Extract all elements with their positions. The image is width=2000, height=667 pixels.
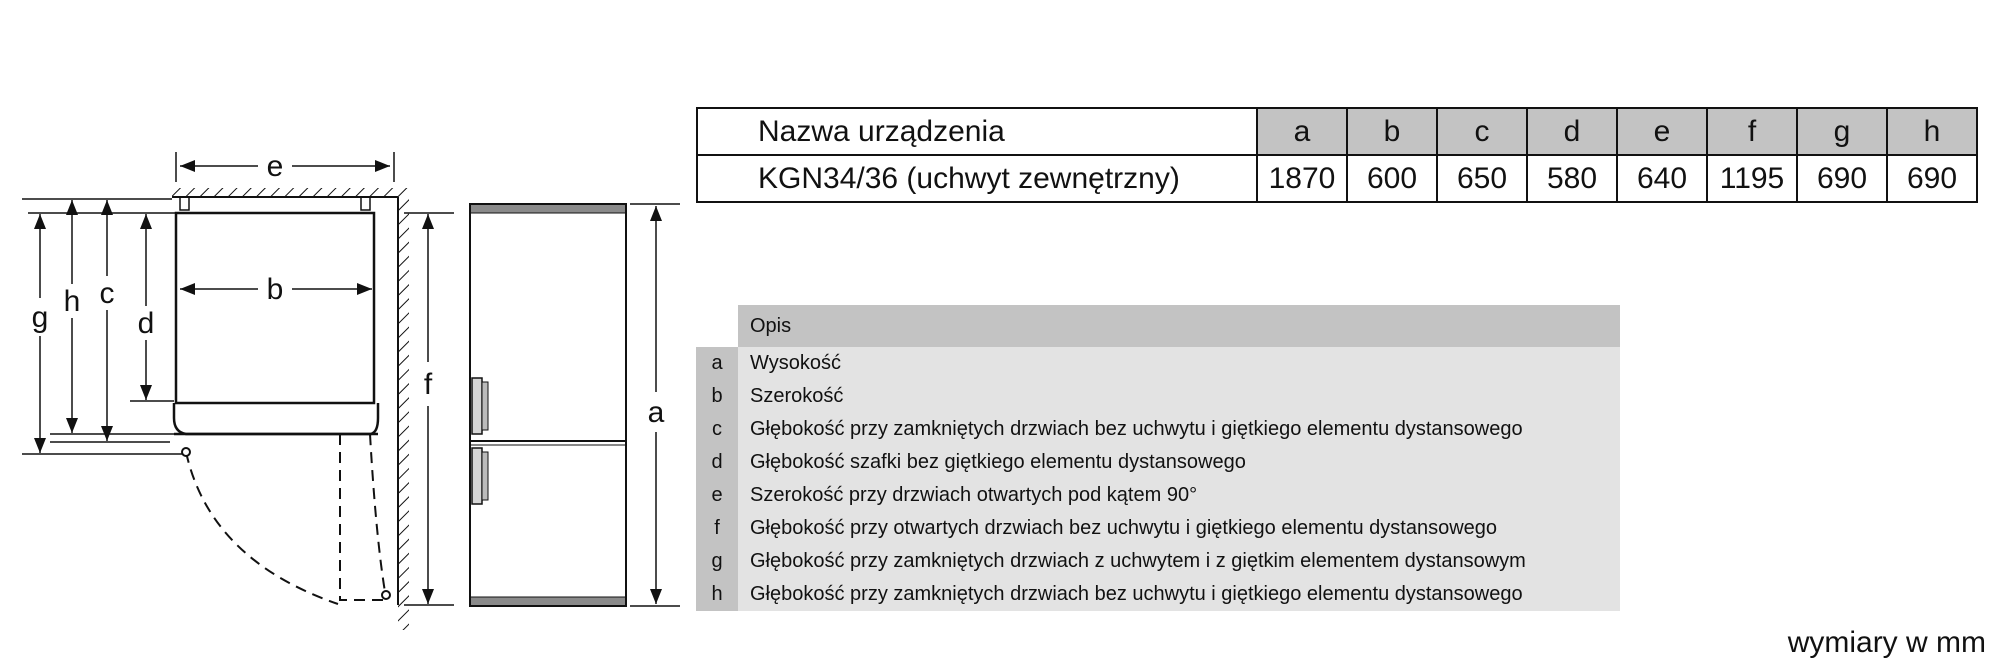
table-cell: 600 <box>1347 155 1437 202</box>
table-cell: 690 <box>1887 155 1977 202</box>
column-header: b <box>1347 108 1437 155</box>
dimension-lines <box>22 152 454 605</box>
legend-key: e <box>696 479 738 512</box>
legend-description: Wysokość <box>738 347 1620 380</box>
column-header: a <box>1257 108 1347 155</box>
column-header: e <box>1617 108 1707 155</box>
dimension-label-d: d <box>137 307 155 340</box>
description-legend <box>696 305 1620 611</box>
dimension-label-f: f <box>423 368 433 401</box>
column-header: f <box>1707 108 1797 155</box>
legend-key: f <box>696 512 738 545</box>
dimension-label-b: b <box>266 273 284 306</box>
legend-row <box>696 578 1620 611</box>
legend-row <box>696 479 1620 512</box>
dimensions-table <box>696 107 1978 203</box>
table-cell: 580 <box>1527 155 1617 202</box>
legend-key: b <box>696 380 738 413</box>
dimension-label-h: h <box>63 285 81 318</box>
device-name-header: Nazwa urządzenia <box>697 108 1257 155</box>
table-header-row <box>697 108 1977 155</box>
table-cell: 640 <box>1617 155 1707 202</box>
fridge-front-view <box>470 204 626 606</box>
table-cell: 690 <box>1797 155 1887 202</box>
legend-description: Głębokość przy zamkniętych drzwiach z uchwytem i z giętkim elementem dystansowym <box>738 545 1620 578</box>
table-cell: 650 <box>1437 155 1527 202</box>
legend-key: d <box>696 446 738 479</box>
legend-key: c <box>696 413 738 446</box>
legend-header <box>696 305 1620 347</box>
column-header: h <box>1887 108 1977 155</box>
column-header: c <box>1437 108 1527 155</box>
legend-description: Szerokość <box>738 380 1620 413</box>
legend-description: Głębokość szafki bez giętkiego elementu dystansowego <box>738 446 1620 479</box>
hinge-icon <box>182 448 190 456</box>
column-header: d <box>1527 108 1617 155</box>
legend-title: Opis <box>738 305 1620 347</box>
legend-description: Szerokość przy drzwiach otwartych pod kątem 90° <box>738 479 1620 512</box>
table-cell: 1195 <box>1707 155 1797 202</box>
dimension-label-e: e <box>266 150 284 183</box>
dimension-label-c: c <box>99 277 115 310</box>
legend-key: g <box>696 545 738 578</box>
dimension-label-a: a <box>647 396 665 429</box>
column-header: g <box>1797 108 1887 155</box>
fridge-top-view <box>174 197 386 604</box>
dimension-drawing <box>0 0 700 667</box>
hinge-icon <box>382 591 390 599</box>
legend-description: Głębokość przy zamkniętych drzwiach bez uchwytu i giętkiego elementu dystansowego <box>738 578 1620 611</box>
legend-key: a <box>696 347 738 380</box>
legend-row <box>696 413 1620 446</box>
table-cell: 1870 <box>1257 155 1347 202</box>
legend-key: h <box>696 578 738 611</box>
model-name: KGN34/36 (uchwyt zewnętrzny) <box>697 155 1257 202</box>
table-row <box>697 155 1977 202</box>
legend-description: Głębokość przy otwartych drzwiach bez uchwytu i giętkiego elementu dystansowego <box>738 512 1620 545</box>
legend-row <box>696 446 1620 479</box>
units-note: wymiary w mm <box>1787 626 1986 659</box>
legend-row <box>696 380 1620 413</box>
lower-door-handle <box>472 448 482 504</box>
upper-door-handle <box>472 378 482 434</box>
dimension-label-g: g <box>31 301 49 334</box>
legend-row <box>696 545 1620 578</box>
legend-row <box>696 347 1620 380</box>
legend-row <box>696 512 1620 545</box>
legend-description: Głębokość przy zamkniętych drzwiach bez uchwytu i giętkiego elementu dystansowego <box>738 413 1620 446</box>
